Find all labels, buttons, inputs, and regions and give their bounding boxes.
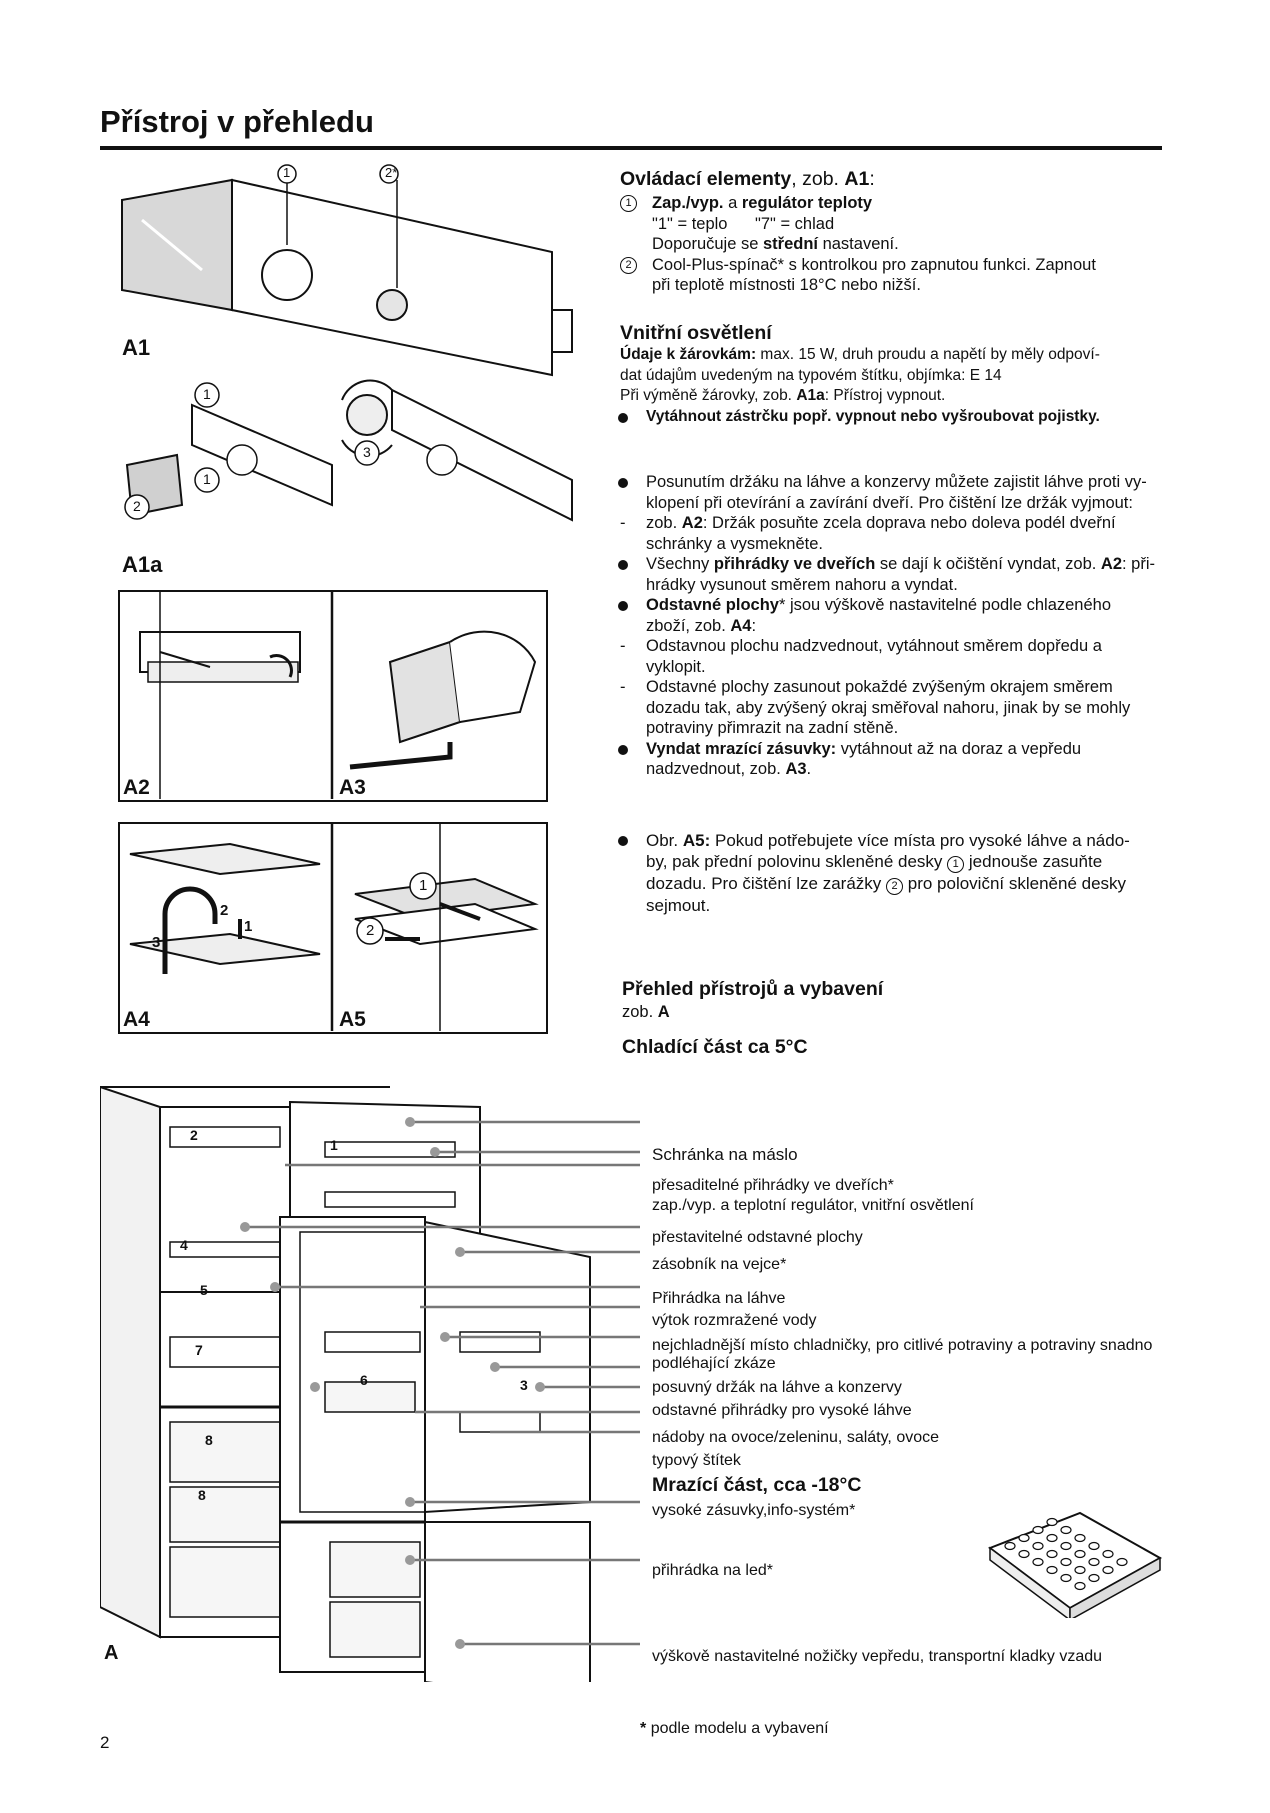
label-tall-drawers: vysoké zásuvky,info-systém* — [652, 1502, 856, 1519]
controls-item1-c: regulátor teploty — [741, 194, 873, 212]
a1-marker-2: 2* — [385, 165, 398, 180]
ice-cell — [1033, 1543, 1043, 1550]
label-drain: výtok rozmražené vody — [652, 1312, 817, 1329]
shelves-d1-a: zob. — [646, 514, 682, 532]
shelves-b2-l2: hrádky vysunout směrem nahoru a vyndat. — [646, 575, 958, 594]
a5-l2-b: jednouše zasuňte — [964, 852, 1103, 871]
figure-label-a2: A2 — [120, 776, 153, 800]
bullet-dot — [618, 560, 628, 570]
label-shelves: přestavitelné odstavné plochy — [652, 1229, 863, 1246]
ice-tray-drawing — [985, 1508, 1165, 1618]
shelves-b1-l1: Posunutím držáku na láhve a konzervy můžete zajistit láhve proti vy- — [646, 473, 1147, 491]
label-controls-light: zap./vyp. a teplotní regulátor, vnitřní osvětlení — [652, 1197, 974, 1214]
ice-cell — [1075, 1583, 1085, 1590]
shelves-b4-l2-b: A3 — [785, 760, 807, 778]
figure-a-fridge — [100, 1082, 640, 1682]
shelves-b2-e: : při- — [1122, 555, 1156, 573]
a5-l3-a: dozadu. Pro čištění lze zarážky — [646, 874, 887, 893]
controls-item2-line2: při teplotě místnosti 18°C nebo nižší. — [652, 276, 921, 294]
ice-cell — [1005, 1543, 1015, 1550]
figure-label-a: A — [104, 1642, 119, 1664]
lighting-bullet: Vytáhnout zástrčku popř. vypnout nebo vyšroubovat pojistky. — [646, 407, 1100, 425]
dash: - — [620, 637, 626, 655]
bullet-dot — [618, 745, 628, 755]
a4-marker-2: 2 — [220, 902, 229, 919]
bullet-dot — [618, 601, 628, 611]
shelves-b2-c: se dají k očištění vyndat, zob. — [875, 555, 1101, 573]
a5-l2-num: 1 — [947, 856, 964, 873]
fridge-num-1: 1 — [330, 1137, 338, 1153]
controls-heading-ref: , zob. — [791, 168, 845, 190]
figure-label-a3: A3 — [336, 776, 369, 800]
ice-cell — [1075, 1551, 1085, 1558]
controls-item1-b: a — [723, 194, 742, 212]
a5-l1-c: Pokud potřebujete více místa pro vysoké láhve a nádo- — [710, 831, 1130, 850]
figure-label-a4: A4 — [120, 1008, 153, 1032]
a5-marker-1: 1 — [419, 877, 428, 894]
a5-l4: sejmout. — [646, 896, 711, 915]
label-butter: Schránka na máslo — [652, 1145, 798, 1164]
lighting-line3-a: Při výměně žárovky, zob. — [620, 387, 797, 404]
ice-cell — [1103, 1551, 1113, 1558]
ice-cell — [1047, 1519, 1057, 1526]
shelf-adjust-drawing — [120, 824, 545, 1031]
page-number: 2 — [100, 1733, 110, 1752]
ice-cell — [1047, 1535, 1057, 1542]
freezer-heading: Mrazící část, cca -18°C — [652, 1474, 862, 1496]
controls-item1-num: 1 — [620, 195, 637, 212]
lighting-line1-b: max. 15 W, druh proudu a napětí by měly odpoví- — [756, 346, 1100, 363]
ice-cell — [1061, 1543, 1071, 1550]
shelves-b2-b: přihrádky ve dveřích — [713, 555, 876, 573]
controls-item1-rec-a: Doporučuje se — [652, 235, 763, 253]
shelves-b3-b: * jsou výškově nastavitelné podle chlazeného — [778, 596, 1111, 614]
overview-ref-a: zob. — [622, 1003, 658, 1021]
ice-cell — [1117, 1559, 1127, 1566]
a5-l2-a: by, pak přední polovinu skleněné desky — [646, 852, 948, 871]
a5-l3-num: 2 — [886, 878, 903, 895]
lighting-section — [620, 322, 1165, 427]
shelves-d3-l1: Odstavné plochy zasunout pokaždé zvýšeným okrajem směrem — [646, 678, 1113, 696]
shelves-d2-l2: vyklopit. — [646, 657, 706, 676]
lighting-line1-a: Údaje k žárovkám: — [620, 346, 757, 363]
shelves-b4-l2-a: nadzvednout, zob. — [646, 760, 786, 778]
a5-l1-b: A5: — [682, 831, 711, 850]
shelves-b3-l2-c: : — [751, 616, 757, 635]
footnote-star: * — [640, 1720, 647, 1737]
shelves-d1-b: A2 — [681, 514, 703, 532]
label-tall-bottles: odstavné přihrádky pro vysoké láhve — [652, 1402, 912, 1419]
bullet-dot — [618, 413, 628, 423]
figure-a4-a5 — [118, 822, 548, 1034]
a5-l1-a: Obr. — [646, 831, 683, 850]
label-ice-tray: přihrádka na led* — [652, 1562, 773, 1579]
ice-cell — [1061, 1559, 1071, 1566]
fridge-num-7: 7 — [195, 1342, 203, 1358]
fridge-num-8: 8 — [205, 1432, 213, 1448]
dash: - — [620, 514, 626, 532]
bullet-dot — [618, 836, 628, 846]
fridge-num-8b: 8 — [198, 1487, 206, 1503]
lighting-line2: dat údajům uvedeným na typovém štítku, objímka: E 14 — [620, 366, 1002, 384]
label-eggs: zásobník na vejce* — [652, 1256, 787, 1273]
shelves-b3-l2-a: zboží, zob. — [646, 616, 731, 635]
ice-cell — [1019, 1551, 1029, 1558]
footnote-text: podle modelu a vybavení — [650, 1720, 829, 1737]
label-bottle-holder: posuvný držák na láhve a konzervy — [652, 1379, 902, 1396]
controls-item2-num: 2 — [620, 257, 637, 274]
label-bottle-rack: Přihrádka na láhve — [652, 1290, 786, 1307]
shelves-b3-l2-b: A4 — [730, 616, 752, 635]
title-rule — [100, 146, 1162, 150]
a4-marker-1: 1 — [244, 918, 253, 935]
fridge-num-5: 5 — [200, 1282, 208, 1298]
fridge-num-6: 6 — [360, 1372, 368, 1388]
bullet-dot — [618, 478, 628, 488]
a1-marker-1: 1 — [283, 165, 291, 180]
label-door-shelves: přesaditelné přihrádky ve dveřích* — [652, 1177, 894, 1194]
ice-cell — [1033, 1559, 1043, 1566]
lighting-heading: Vnitřní osvětlení — [620, 322, 772, 344]
overview-heading: Přehled přístrojů a vybavení — [622, 978, 884, 1000]
ice-cell — [1047, 1551, 1057, 1558]
fridge-drawing — [100, 1082, 640, 1682]
a5-l3-b: pro poloviční skleněné desky — [903, 874, 1127, 893]
shelves-b4-a: Vyndat mrazící zásuvky: — [646, 739, 837, 758]
controls-section — [620, 168, 1165, 296]
figure-label-a1: A1 — [122, 335, 151, 360]
a1a-marker-1b: 1 — [203, 471, 211, 487]
shelves-b2-a: Všechny — [646, 555, 714, 573]
label-coldest-1: nejchladnější místo chladničky, pro citlivé potraviny a potraviny snadno — [652, 1337, 1153, 1354]
shelves-b4-l2-c: . — [806, 760, 812, 778]
label-crispers: nádoby na ovoce/zeleninu, saláty, ovoce — [652, 1429, 940, 1446]
label-feet: výškově nastavitelné nožičky vepředu, transportní kladky vzadu — [652, 1648, 1103, 1665]
ice-cell — [1019, 1535, 1029, 1542]
cooling-heading: Chladící část ca 5°C — [622, 1036, 808, 1058]
ice-cell — [1061, 1527, 1071, 1534]
ice-cell — [1089, 1559, 1099, 1566]
door-shelf-and-drawer-drawing — [120, 592, 545, 799]
controls-item1-rec-b: střední — [762, 235, 818, 253]
controls-heading-fig: A1 — [844, 168, 870, 190]
fridge-num-4: 4 — [180, 1237, 188, 1253]
fridge-num-3: 3 — [520, 1377, 528, 1393]
a1a-marker-1: 1 — [203, 386, 211, 402]
figure-a2-a3 — [118, 590, 548, 802]
shelves-b4-b: vytáhnout až na doraz a vepředu — [836, 739, 1082, 758]
shelves-d3-l3: potraviny přimrazit na zadní stěně. — [646, 719, 899, 737]
page-title: Přístroj v přehledu — [100, 104, 374, 139]
shelves-d1-l2: schránky a vysmekněte. — [646, 534, 823, 553]
ice-cell — [1103, 1567, 1113, 1574]
label-type-plate: typový štítek — [652, 1452, 741, 1469]
a5-marker-2: 2 — [366, 922, 375, 939]
controls-item1-rec-c: nastavení. — [818, 235, 899, 253]
a1a-marker-3: 3 — [363, 444, 371, 460]
dash: - — [620, 678, 626, 696]
a1a-marker-2: 2 — [133, 498, 141, 514]
overview-ref-b: A — [657, 1003, 670, 1021]
controls-heading: Ovládací elementy — [620, 168, 792, 190]
lighting-line3-c: : Přístroj vypnout. — [824, 387, 946, 404]
controls-item2-line1: Cool-Plus-spínač* s kontrolkou pro zapnutou funkci. Zapnout — [652, 255, 1096, 274]
ice-cell — [1075, 1535, 1085, 1542]
shelves-b1-l2: klopení při otevírání a zavírání dveří. Pro čištění lze držák vyjmout: — [646, 493, 1133, 512]
ice-cell — [1075, 1567, 1085, 1574]
controls-item1-scale: "1" = teplo "7" = chlad — [652, 214, 835, 233]
ice-cell — [1061, 1575, 1071, 1582]
shelves-b2-d: A2 — [1100, 555, 1123, 573]
ice-cell — [1089, 1575, 1099, 1582]
figure-label-a5: A5 — [336, 1008, 369, 1032]
controls-item1-a: Zap./vyp. — [652, 194, 724, 212]
figure-a1a — [112, 345, 582, 535]
bulb-change-drawing — [112, 345, 582, 535]
shelves-d3-l2: dozadu tak, aby zvýšený okraj směřoval nahoru, jinak by se mohly — [646, 698, 1131, 717]
ice-cell — [1033, 1527, 1043, 1534]
fridge-num-2: 2 — [190, 1127, 198, 1143]
label-coldest-2: podléhající zkáze — [652, 1355, 776, 1372]
controls-heading-colon: : — [869, 168, 875, 190]
shelves-d2-l1: Odstavnou plochu nadzvednout, vytáhnout směrem dopředu a — [646, 637, 1102, 655]
ice-cell — [1089, 1543, 1099, 1550]
figure-label-a1a: A1a — [122, 552, 163, 577]
ice-cell — [1047, 1567, 1057, 1574]
shelves-section — [620, 472, 1165, 780]
a5-text-section — [620, 830, 1165, 916]
shelves-b3-a: Odstavné plochy — [646, 596, 779, 614]
a4-marker-3: 3 — [152, 934, 161, 951]
lighting-line3-b: A1a — [796, 387, 825, 404]
shelves-d1-c: : Držák posuňte zcela doprava nebo doleva podél dveřní — [702, 514, 1116, 532]
